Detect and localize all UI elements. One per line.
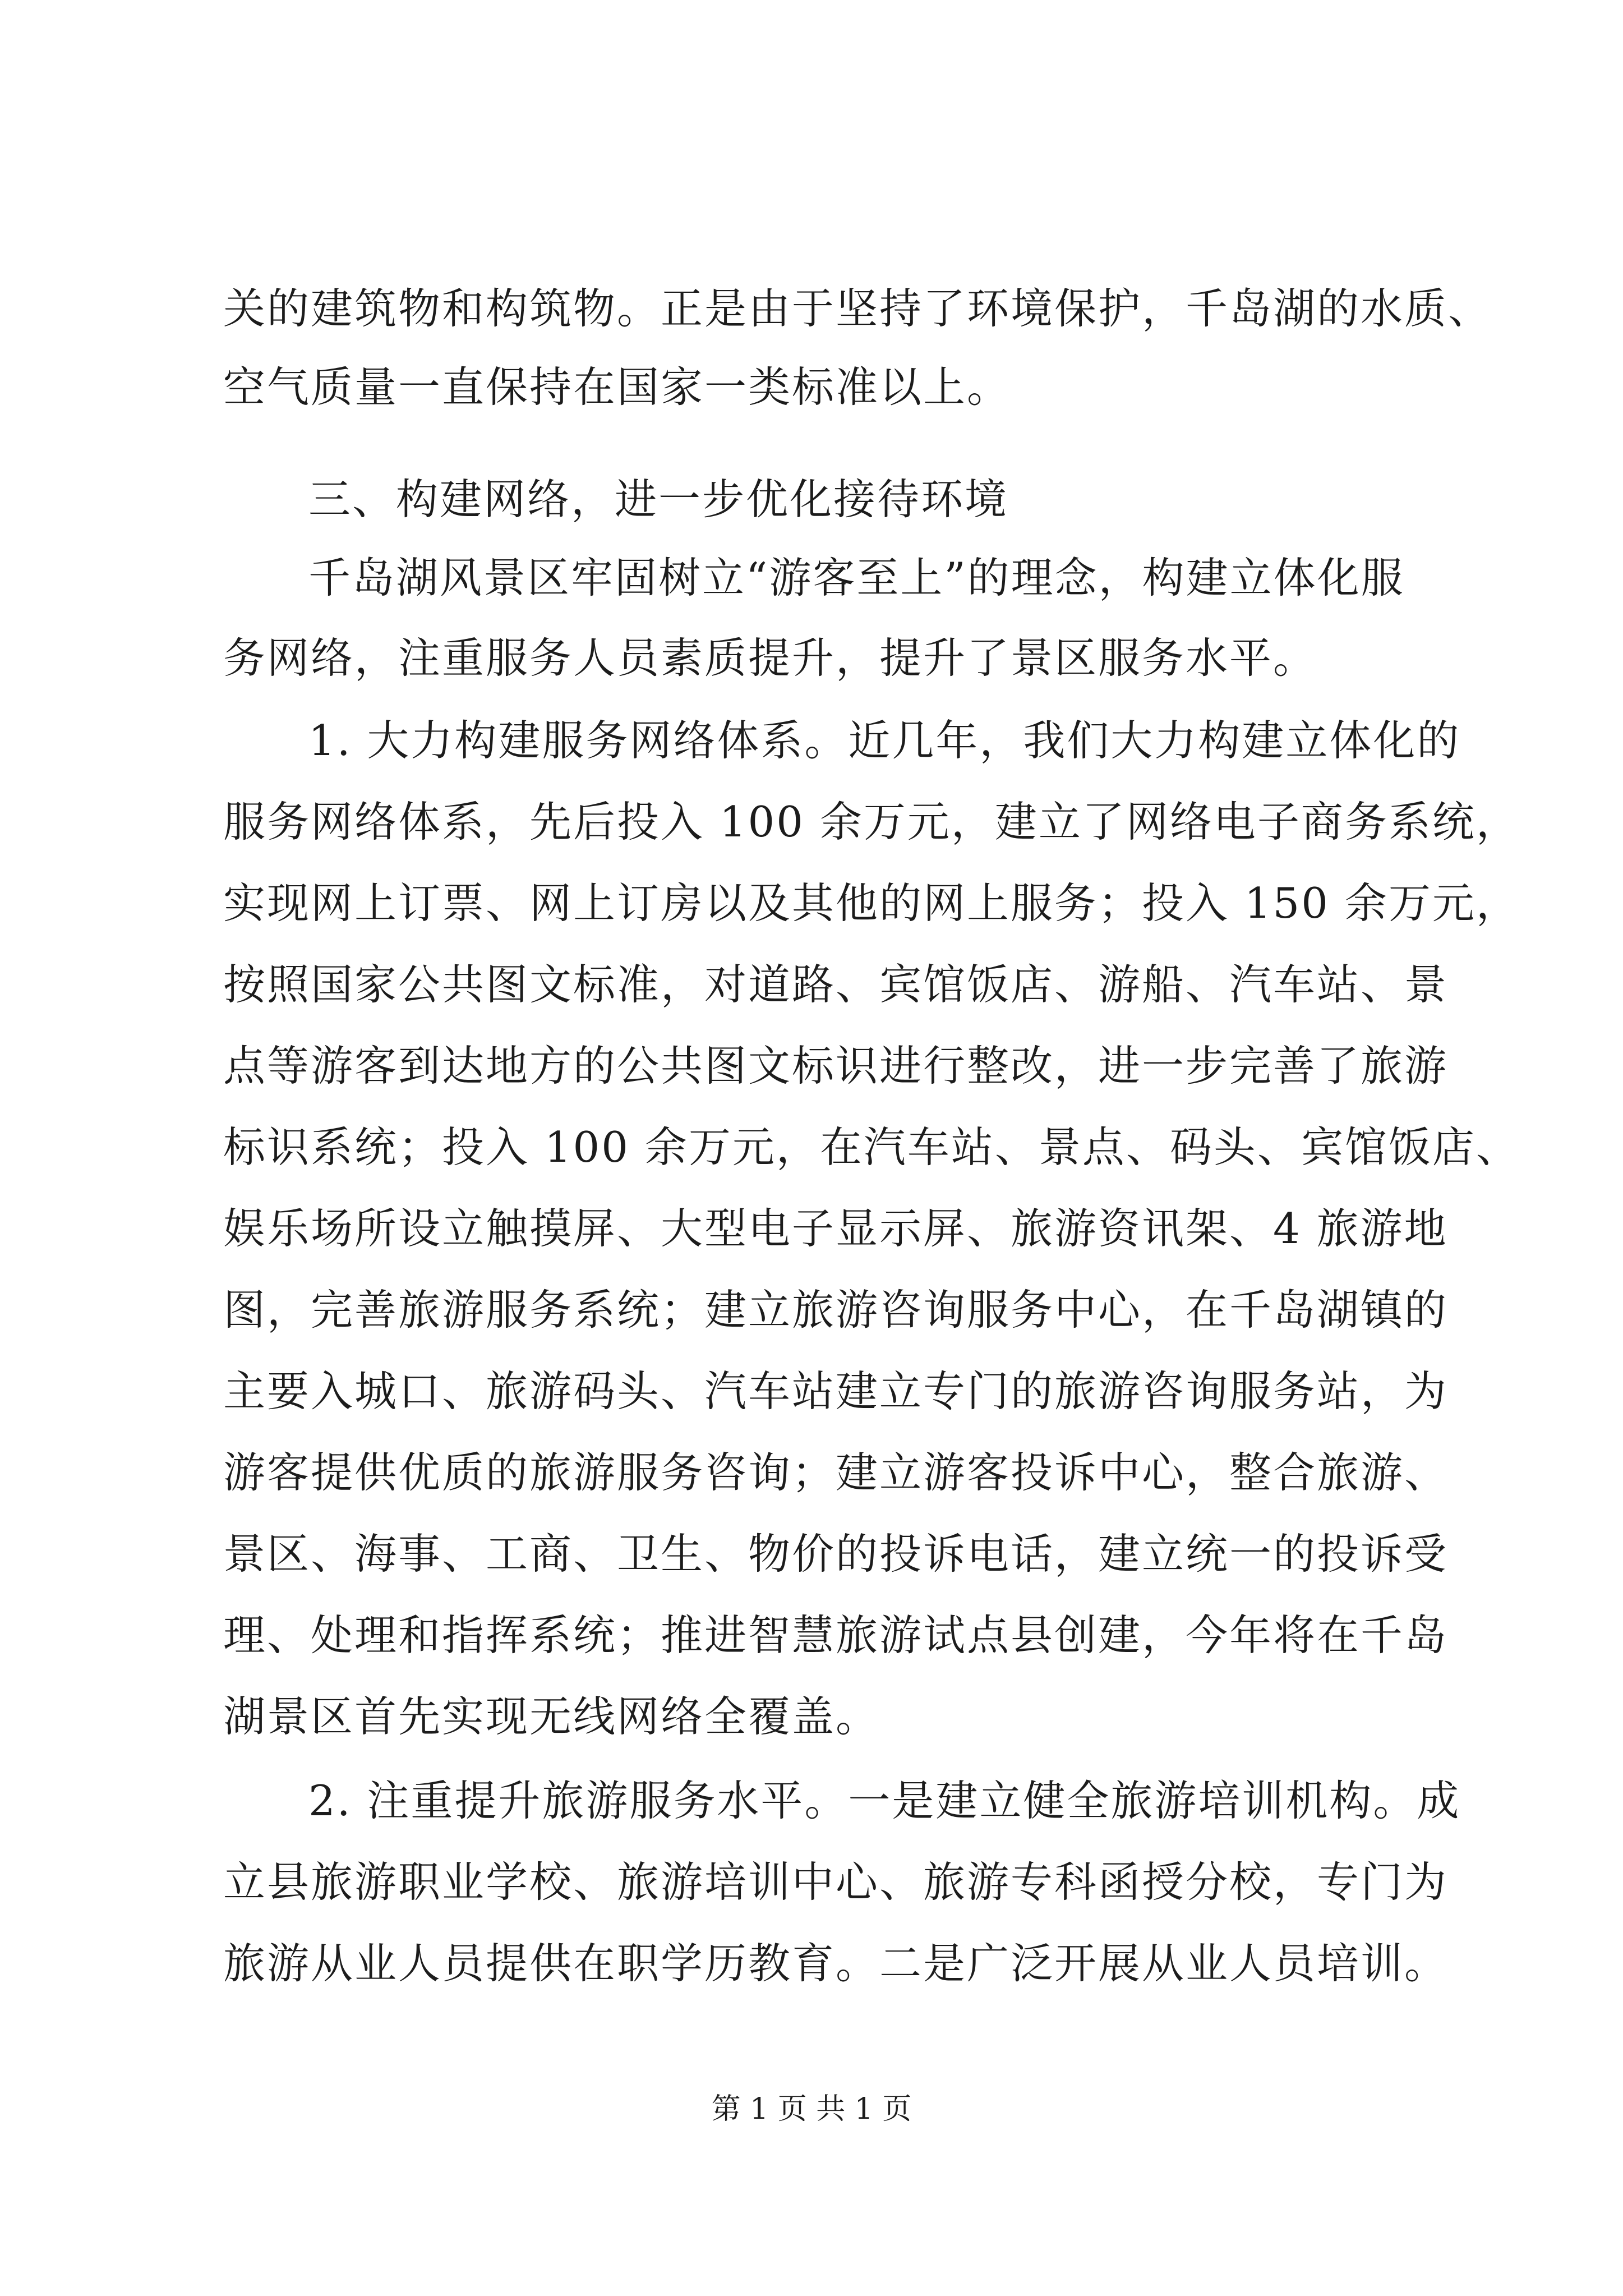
text-line: 图，完善旅游服务系统；建立旅游咨询服务中心，在千岛湖镇的	[223, 1285, 1449, 1335]
text-line: 实现网上订票、网上订房以及其他的网上服务；投入 150 余万元，	[223, 878, 1520, 928]
text-line: 娱乐场所设立触摸屏、大型电子显示屏、旅游资讯架、4 旅游地	[223, 1204, 1448, 1253]
text-line: 标识系统；投入 100 余万元，在汽车站、景点、码头、宾馆饭店、	[223, 1122, 1520, 1172]
text-line: 务网络，注重服务人员素质提升，提升了景区服务水平。	[223, 633, 1317, 683]
text-line: 按照国家公共图文标准，对道路、宾馆饭店、游船、汽车站、景	[223, 960, 1449, 1009]
text-line: 立县旅游职业学校、旅游培训中心、旅游专科函授分校，专门为	[223, 1857, 1449, 1907]
section-heading: 三、构建网络，进一步优化接待环境	[308, 475, 1009, 524]
text-line: 千岛湖风景区牢固树立“游客至上”的理念，构建立体化服	[308, 553, 1405, 602]
text-line: 空气质量一直保持在国家一类标准以上。	[223, 362, 1011, 412]
text-line: 2. 注重提升旅游服务水平。一是建立健全旅游培训机构。成	[308, 1776, 1461, 1825]
text-line: 关的建筑物和构筑物。正是由于坚持了环境保护，千岛湖的水质、	[223, 284, 1492, 333]
text-line: 游客提供优质的旅游服务咨询；建立游客投诉中心，整合旅游、	[223, 1448, 1449, 1497]
text-line: 理、处理和指挥系统；推进智慧旅游试点县创建，今年将在千岛	[223, 1611, 1449, 1660]
text-line: 点等游客到达地方的公共图文标识进行整改，进一步完善了旅游	[223, 1041, 1449, 1091]
page-footer: 第 1 页 共 1 页	[711, 2092, 912, 2126]
text-line: 旅游从业人员提供在职学历教育。二是广泛开展从业人员培训。	[223, 1939, 1449, 1988]
text-line: 1. 大力构建服务网络体系。近几年，我们大力构建立体化的	[308, 716, 1461, 765]
text-line: 主要入城口、旅游码头、汽车站建立专门的旅游咨询服务站，为	[223, 1366, 1449, 1416]
text-line: 湖景区首先实现无线网络全覆盖。	[223, 1692, 880, 1741]
text-line: 景区、海事、工商、卫生、物价的投诉电话，建立统一的投诉受	[223, 1529, 1449, 1579]
text-line: 服务网络体系，先后投入 100 余万元，建立了网络电子商务系统，	[223, 797, 1520, 846]
